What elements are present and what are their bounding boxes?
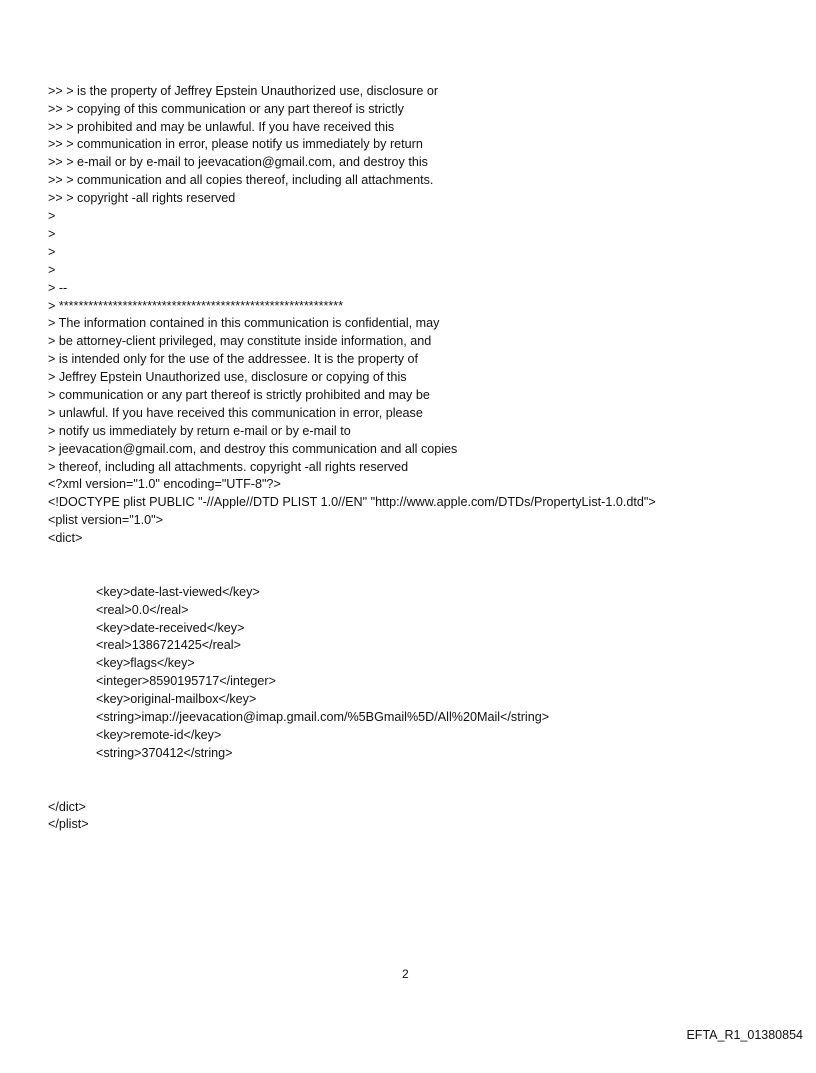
text-line: > unlawful. If you have received this communication in error, please [48,405,423,420]
bates-number: EFTA_R1_01380854 [686,1028,803,1042]
text-line: >> > prohibited and may be unlawful. If you have received this [48,119,395,134]
text-line: > [48,262,56,277]
text-line: > communication or any part thereof is strictly prohibited and may be [48,387,430,402]
text-line: > ********************************************************** [48,298,344,313]
text-line: > [48,226,56,241]
text-line: > [48,244,56,259]
plist-entry-line: <integer>8590195717</integer> [96,674,276,689]
plist-entry-line: <key>flags</key> [96,656,195,671]
text-line: >> > copyright -all rights reserved [48,191,236,206]
plist-entry-line: <key>date-last-viewed</key> [96,584,260,599]
text-line: > Jeffrey Epstein Unauthorized use, disclosure or copying of this [48,370,407,385]
text-line: </dict> [48,799,86,814]
plist-entry-line: <key>original-mailbox</key> [96,692,257,707]
text-line: > -- [48,280,68,295]
plist-entry-line: <key>remote-id</key> [96,727,222,742]
text-line: > [48,209,56,224]
text-line: >> > copying of this communication or any part thereof is strictly [48,101,404,116]
text-line: >> > is the property of Jeffrey Epstein Unauthorized use, disclosure or [48,83,439,98]
plist-entry-line: <string>imap://jeevacation@imap.gmail.com/%5BGmail%5D/All%20Mail</string> [96,710,550,725]
text-line: </plist> [48,817,89,832]
text-line: > thereof, including all attachments. copyright -all rights reserved [48,459,409,474]
text-line: > The information contained in this communication is confidential, may [48,316,440,331]
text-line: > jeevacation@gmail.com, and destroy this communication and all copies [48,441,458,456]
text-line: >> > communication in error, please notify us immediately by return [48,137,423,152]
text-line: <?xml version="1.0" encoding="UTF-8"?> [48,477,281,492]
text-line: > is intended only for the use of the addressee. It is the property of [48,352,418,367]
plist-entry-line: <real>0.0</real> [96,602,189,617]
text-line: <plist version="1.0"> [48,513,164,528]
plist-entry-line: <real>1386721425</real> [96,638,241,653]
plist-entry-line: <string>370412</string> [96,745,233,760]
plist-entry-line: <key>date-received</key> [96,620,245,635]
text-line: >> > communication and all copies thereof, including all attachments. [48,173,434,188]
page-number: 2 [402,967,409,981]
text-line: <!DOCTYPE plist PUBLIC "-//Apple//DTD PLIST 1.0//EN" "http://www.apple.com/DTDs/PropertyList-1.0.dtd"> [48,495,656,510]
document-body [48,47,788,852]
text-line: <dict> [48,531,83,546]
text-line: > notify us immediately by return e-mail or by e-mail to [48,423,351,438]
text-line: >> > e-mail or by e-mail to jeevacation@gmail.com, and destroy this [48,155,428,170]
text-line: > be attorney-client privileged, may constitute inside information, and [48,334,432,349]
